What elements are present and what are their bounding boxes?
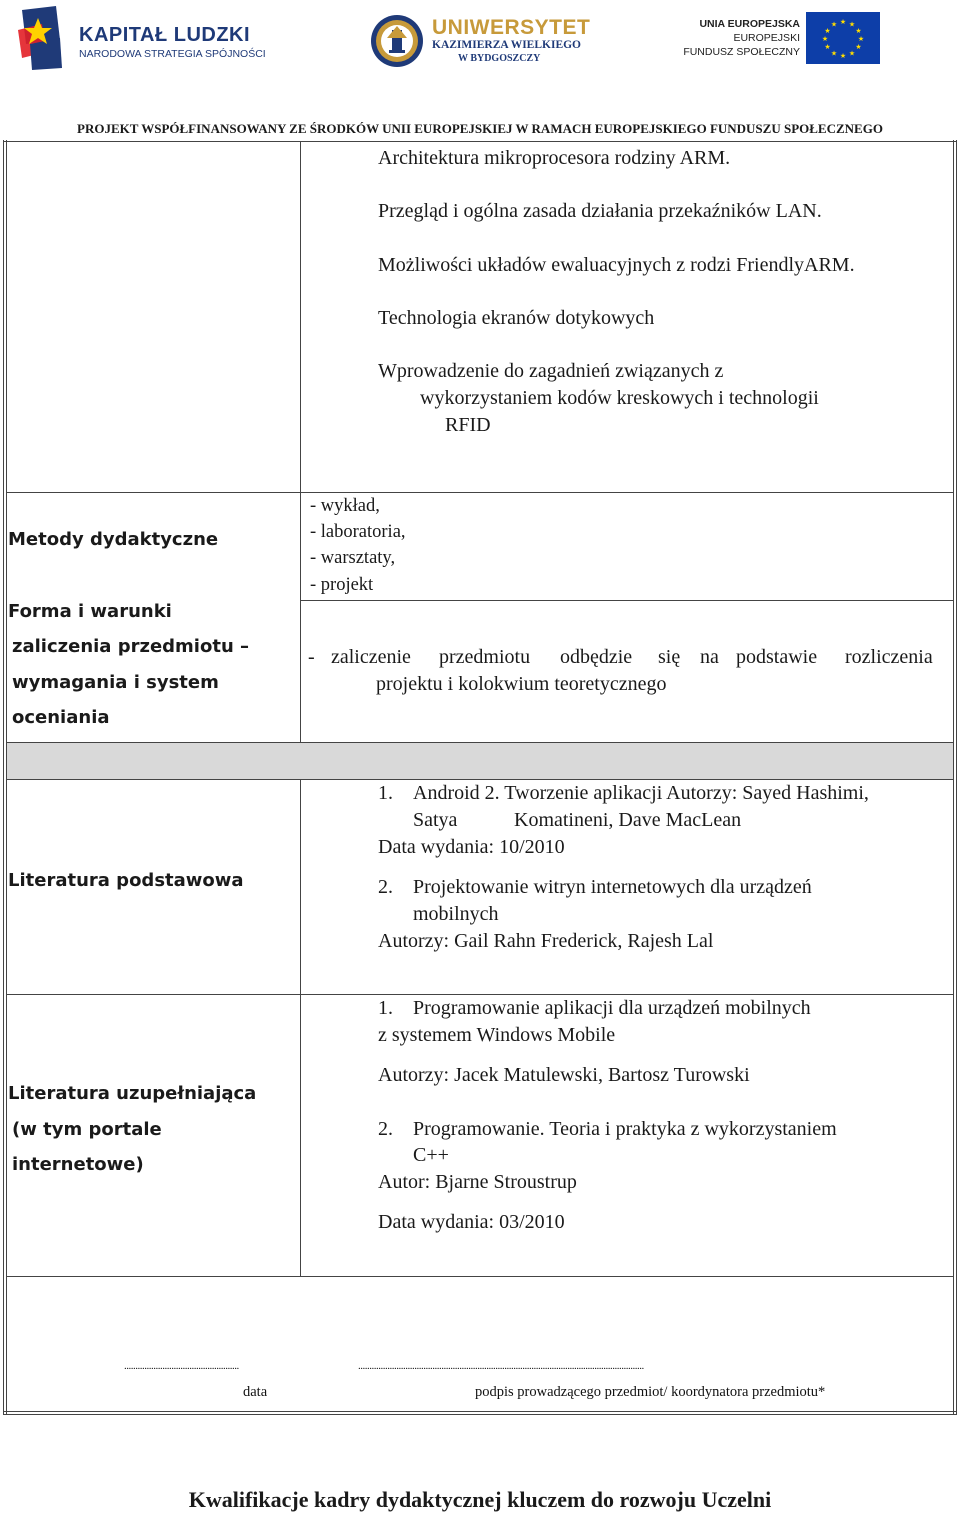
topic-item: Przegląd i ogólna zasada działania przekaźników LAN.: [378, 200, 822, 222]
book-title: Android 2. Tworzenie aplikacji Autorzy: Sayed Hashimi,: [413, 782, 869, 804]
kapital-ludzki-subtitle: NARODOWA STRATEGIA SPÓJNOŚCI: [79, 48, 266, 60]
assessment-word: zaliczenie: [331, 646, 411, 668]
book-authors: Komatineni, Dave MacLean: [514, 809, 742, 831]
signature-dots: ...............................................................................................................................: [358, 1360, 644, 1372]
eu-line1: UNIA EUROPEJSKA: [699, 18, 800, 30]
book-authors: Satya: [413, 809, 458, 831]
row-separator: [7, 994, 954, 995]
svg-text:★: ★: [855, 43, 862, 51]
list-number: 2.: [378, 1118, 393, 1140]
literature-extra-label-line: Literatura uzupełniająca: [8, 1083, 257, 1104]
svg-text:★: ★: [821, 35, 829, 43]
svg-text:★: ★: [848, 20, 856, 29]
book-title: Programowanie aplikacji dla urządzeń mobilnych: [413, 997, 811, 1019]
svg-text:★: ★: [839, 18, 847, 26]
list-number: 2.: [378, 876, 393, 898]
topic-item-continuation: RFID: [445, 414, 491, 436]
svg-text:★: ★: [824, 27, 831, 35]
literature-extra-label-line: (w tym portale: [12, 1119, 162, 1140]
eu-line2: EUROPEJSKI: [733, 32, 800, 44]
svg-text:★: ★: [830, 49, 838, 58]
assessment-word: rozliczenia: [845, 646, 933, 668]
topic-item: Technologia ekranów dotykowych: [378, 307, 655, 329]
project-cofinancing-line: PROJEKT WSPÓŁFINANSOWANY ZE ŚRODKÓW UNII EUROPEJSKIEJ W RAMACH EUROPEJSKIEGO FUNDUSZU SPOŁECZNEGO: [77, 121, 883, 136]
list-number: 1.: [378, 782, 393, 804]
literature-basic-label: Literatura podstawowa: [8, 870, 244, 891]
book-title: Programowanie. Teoria i praktyka z wykorzystaniem: [413, 1118, 837, 1140]
literature-extra-label-line: internetowe): [12, 1154, 144, 1175]
assessment-word: odbędzie: [560, 646, 633, 668]
footer-slogan: Kwalifikacje kadry dydaktycznej kluczem do rozwoju Uczelni: [188, 1487, 772, 1512]
assessment-word: na: [700, 646, 719, 668]
svg-text:★: ★: [857, 35, 865, 43]
assessment-line2: projektu i kolokwium teoretycznego: [376, 673, 667, 695]
book-authors: Autor: Bjarne Stroustrup: [378, 1171, 577, 1193]
row-separator: [7, 1276, 954, 1277]
svg-text:★: ★: [830, 20, 838, 29]
date-dots: ...................................................: [124, 1360, 239, 1372]
row-separator: [7, 779, 954, 780]
method-item: - laboratoria,: [310, 522, 406, 542]
signature-label: podpis prowadzącego przedmiot/ koordynatora przedmiotu*: [475, 1384, 826, 1400]
method-item: - warsztaty,: [310, 548, 396, 568]
eu-label: [683, 10, 800, 66]
eu-flag-icon: [806, 12, 880, 64]
book-title: Projektowanie witryn internetowych dla urządzeń: [413, 876, 812, 898]
book-date: Data wydania: 10/2010: [378, 836, 565, 858]
assessment-dash: -: [308, 646, 315, 668]
svg-text:★: ★: [848, 49, 856, 58]
topic-item: Architektura mikroprocesora rodziny ARM.: [378, 147, 731, 169]
assessment-word: się: [658, 646, 681, 668]
eu-line3: FUNDUSZ SPOŁECZNY: [683, 46, 800, 58]
methods-label: Metody dydaktyczne: [8, 529, 219, 550]
method-item: - wykład,: [310, 496, 380, 516]
column-divider-lower: [300, 779, 301, 1276]
table-border-right: [953, 140, 957, 1415]
table-border-top: [3, 141, 957, 142]
column-divider: [300, 142, 301, 743]
svg-text:★: ★: [855, 27, 862, 35]
gray-separator-row: [7, 743, 953, 779]
date-label: data: [243, 1384, 268, 1400]
assessment-label-line: Forma i warunki: [8, 601, 172, 622]
book-title: C++: [413, 1144, 449, 1166]
assessment-label-line: zaliczenia przedmiotu –: [12, 636, 250, 657]
kapital-ludzki-title: KAPITAŁ LUDZKI: [79, 24, 251, 46]
assessment-word: przedmiotu: [439, 646, 531, 668]
list-number: 1.: [378, 997, 393, 1019]
table-border-bottom: [3, 1411, 957, 1415]
method-item: - projekt: [310, 575, 374, 595]
row-separator: [7, 492, 954, 493]
assessment-label-line: wymagania i system: [12, 672, 219, 693]
book-authors: Autorzy: Gail Rahn Frederick, Rajesh Lal: [378, 930, 714, 952]
assessment-label-line: oceniania: [12, 707, 110, 728]
book-title: mobilnych: [413, 903, 499, 925]
assessment-word: podstawie: [736, 646, 818, 668]
topic-item-continuation: wykorzystaniem kodów kreskowych i technologii: [420, 387, 819, 409]
topic-item: Możliwości układów ewaluacyjnych z rodzi FriendlyARM.: [378, 254, 855, 276]
book-title: z systemem Windows Mobile: [378, 1024, 616, 1046]
university-seal-icon: [370, 14, 424, 68]
book-date: Data wydania: 03/2010: [378, 1211, 565, 1233]
kapital-ludzki-logo-icon: [16, 4, 64, 72]
university-name: KAZIMIERZA WIELKIEGO: [432, 39, 582, 51]
university-city: W BYDGOSZCZY: [458, 53, 541, 64]
row-separator: [301, 600, 954, 601]
book-authors: Autorzy: Jacek Matulewski, Bartosz Turowski: [378, 1064, 750, 1086]
university-title: UNIWERSYTET: [432, 16, 591, 39]
svg-text:★: ★: [824, 43, 831, 51]
topic-item: Wprowadzenie do zagadnień związanych z: [378, 360, 724, 382]
svg-text:★: ★: [839, 52, 847, 60]
